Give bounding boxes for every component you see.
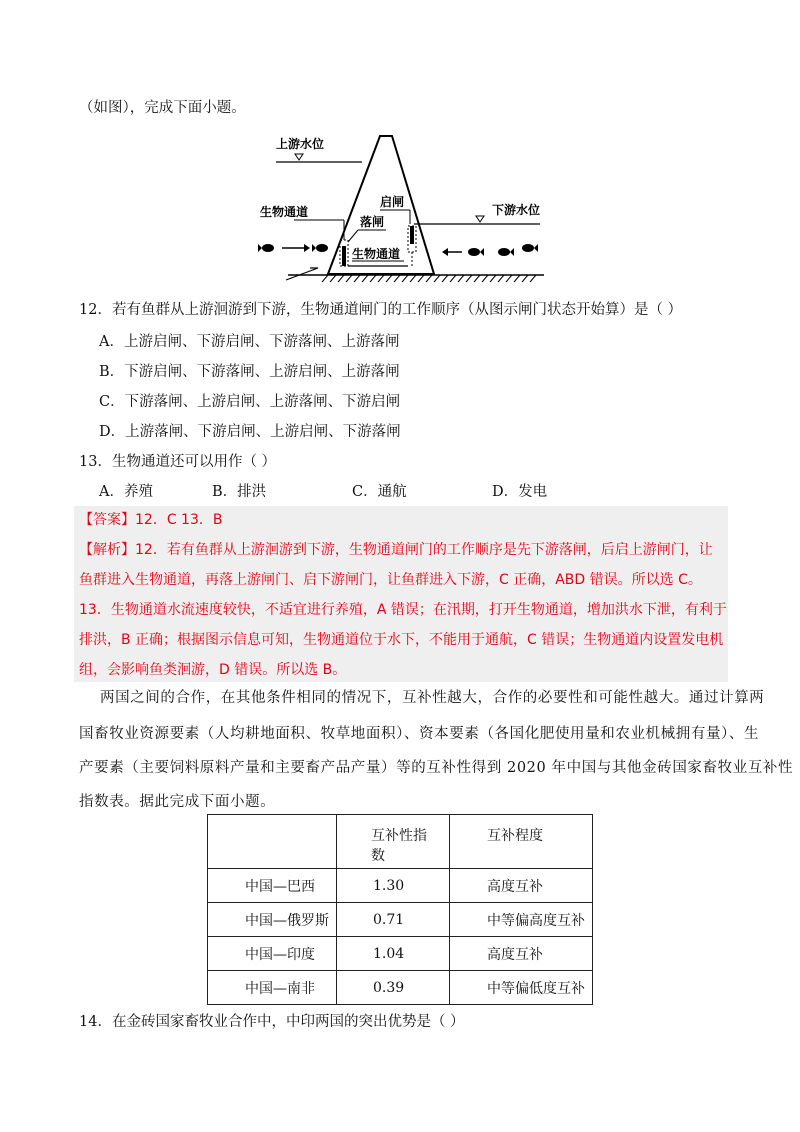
table-cell: 1.30: [337, 869, 450, 903]
table-cell: 中等偏低度互补: [450, 971, 593, 1005]
answer-label: 【答案】12．C 13．B: [79, 512, 223, 528]
table-cell: 0.71: [337, 903, 450, 937]
intro-text: （如图），完成下面小题。: [79, 100, 246, 116]
downstream-level-label: 下游水位: [492, 203, 541, 217]
q12-option-c: C．下游落闸、上游启闸、上游落闸、下游启闸: [99, 394, 401, 410]
channel-inner-label: 生物通道: [352, 247, 401, 261]
gate-closed-label: 落闸: [360, 215, 385, 229]
table-cell: 中国—巴西: [208, 869, 337, 903]
analysis-line-1: 【解析】12．若有鱼群从上游洄游到下游，生物通道闸门的工作顺序是先下游落闸，后启上游闸门，让: [79, 542, 713, 558]
table-cell: 中国—印度: [208, 937, 337, 971]
table-row: [208, 903, 593, 937]
analysis-line-2: 鱼群进入生物通道，再落上游闸门、启下游闸门，让鱼群进入下游，C 正确，ABD 错误。所以选 C。: [79, 572, 702, 588]
answer-box: [74, 506, 728, 682]
table-cell: 中国—俄罗斯: [208, 903, 337, 937]
table-cell: 0.39: [337, 971, 450, 1005]
q13-option-b: B．排洪: [212, 484, 267, 500]
q12-option-b: B．下游启闸、下游落闸、上游启闸、上游落闸: [99, 364, 400, 380]
q13-stem: 13．生物通道还可以用作（ ）: [79, 454, 277, 470]
table-cell: 高度互补: [450, 869, 593, 903]
table-header-cell: [208, 815, 337, 869]
gate-open-label: 启闸: [380, 195, 405, 209]
q13-option-d: D．发电: [492, 484, 548, 500]
fish-passage-diagram: [258, 128, 550, 288]
q13-option-c: C．通航: [352, 484, 407, 500]
table-row: [208, 869, 593, 903]
q14-stem: 14．在金砖国家畜牧业合作中，中印两国的突出优势是（ ）: [79, 1014, 465, 1030]
complementarity-table: [207, 814, 593, 1005]
table-cell: 1.04: [337, 937, 450, 971]
table-header-cell: 互补程度: [450, 815, 593, 869]
table-header-cell: 互补性指数: [337, 815, 450, 869]
table-cell: 中等偏高度互补: [450, 903, 593, 937]
table-row: [208, 971, 593, 1005]
passage-line-2: 国畜牧业资源要素（人均耕地面积、牧草地面积）、资本要素（各国化肥使用量和农业机械拥有量）、生: [79, 726, 760, 742]
passage-line-4: 指数表。据此完成下面小题。: [79, 794, 276, 810]
q12-stem: 12．若有鱼群从上游洄游到下游，生物通道闸门的工作顺序（从图示闸门状态开始算）是（ ）: [79, 302, 683, 318]
upstream-level-label: 上游水位: [276, 137, 325, 151]
table-row: [208, 937, 593, 971]
passage-line-3: 产要素（主要饲料原料产量和主要畜产品产量）等的互补性得到 2020 年中国与其他金砖国家畜牧业互补性: [79, 760, 794, 776]
q12-option-d: D．上游落闸、下游启闸、上游启闸、下游落闸: [99, 424, 401, 440]
q12-option-a: A．上游启闸、下游启闸、下游落闸、上游落闸: [99, 334, 400, 350]
q13-option-a: A．养殖: [99, 484, 153, 500]
analysis-line-3: 13．生物通道水流速度较快，不适宜进行养殖，A 错误；在汛期，打开生物通道，增加洪水下泄，有利于: [79, 602, 727, 618]
passage-line-1: 两国之间的合作，在其他条件相同的情况下，互补性越大，合作的必要性和可能性越大。通过计算两: [100, 690, 765, 706]
analysis-line-4: 排洪，B 正确；根据图示信息可知，生物通道位于水下，不能用于通航，C 错误；生物通道内设置发电机: [79, 632, 724, 648]
table-cell: 中国—南非: [208, 971, 337, 1005]
channel-left-label: 生物通道: [260, 205, 309, 219]
analysis-line-5: 组，会影响鱼类洄游，D 错误。所以选 B。: [79, 662, 347, 678]
table-cell: 高度互补: [450, 937, 593, 971]
table-header-row: [208, 815, 593, 869]
